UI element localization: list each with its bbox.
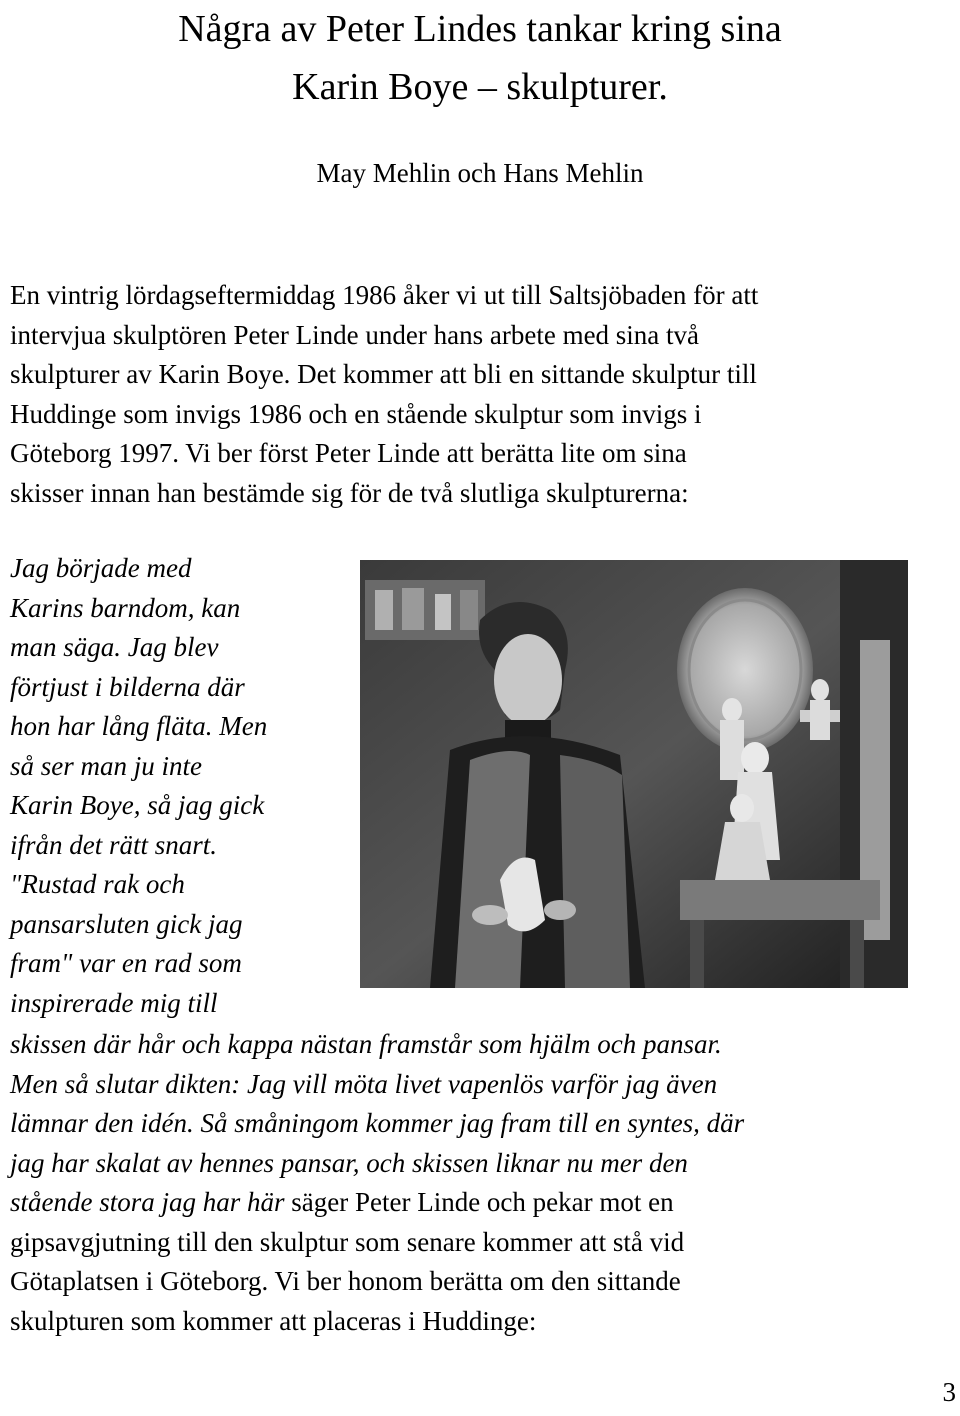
bottom-paragraph (10, 1025, 955, 1341)
photo-illustration (360, 560, 908, 988)
bottom-line: jag har skalat av hennes pansar, och skissen liknar nu mer den (10, 1147, 688, 1178)
bottom-line-mixed (10, 1183, 955, 1223)
bottom-line-plain-part: säger Peter Linde och pekar mot en (284, 1187, 674, 1217)
intro-line: skisser innan han bestämde sig för de två slutliga skulpturerna: (10, 477, 689, 508)
authors: May Mehlin och Hans Mehlin (316, 158, 644, 188)
quote-line: Karin Boye, så jag gick (10, 790, 265, 820)
bottom-line-italic-part: stående stora jag har här (10, 1187, 285, 1217)
quote-column (10, 549, 355, 1023)
quote-line: så ser man ju inte (10, 750, 202, 781)
bottom-line: skulpturen som kommer att placeras i Huddinge: (10, 1305, 537, 1336)
intro-line: En vintrig lördagseftermiddag 1986 åker vi ut till Saltsjöbaden för att (10, 280, 759, 310)
quote-line: "Rustad rak och (10, 869, 185, 899)
quote-line: pansarsluten gick jag (10, 908, 243, 939)
bottom-line: gipsavgjutning till den skulptur som senare kommer att stå vid (10, 1226, 685, 1257)
title-line-2: Karin Boye – skulpturer. (292, 66, 668, 108)
intro-line: Göteborg 1997. Vi ber först Peter Linde att berätta lite om sina (10, 438, 687, 468)
quote-line: ifrån det rätt snart. (10, 829, 218, 860)
intro-line: Huddinge som invigs 1986 och en stående skulptur som invigs i (10, 398, 702, 429)
quote-line: man säga. Jag blev (10, 632, 219, 662)
intro-paragraph (10, 276, 955, 513)
title-line-1: Några av Peter Lindes tankar kring sina (178, 8, 782, 50)
page-number: 3 (942, 1377, 956, 1407)
bottom-line: skissen där hår och kappa nästan framstår som hjälm och pansar. (10, 1029, 722, 1059)
page-title (0, 0, 960, 116)
quote-line: Karins barndom, kan (10, 592, 241, 623)
bottom-line: lämnar den idén. Så småningom kommer jag fram till en syntes, där (10, 1108, 745, 1138)
studio-photo (360, 560, 908, 988)
intro-line: skulpturer av Karin Boye. Det kommer att bli en sittande skulptur till (10, 359, 757, 389)
quote-line: hon har lång fläta. Men (10, 711, 268, 741)
bottom-line: Men så slutar dikten: Jag vill möta livet vapenlös varför jag även (10, 1068, 718, 1099)
quote-line: förtjust i bilderna där (10, 671, 245, 702)
quote-line: inspirerade mig till (10, 987, 218, 1018)
quote-line: fram" var en rad som (10, 948, 242, 978)
quote-line: Jag började med (10, 553, 192, 583)
bottom-line: Götaplatsen i Göteborg. Vi ber honom berätta om den sittande (10, 1266, 681, 1296)
intro-line: intervjua skulptören Peter Linde under hans arbete med sina två (10, 319, 700, 350)
